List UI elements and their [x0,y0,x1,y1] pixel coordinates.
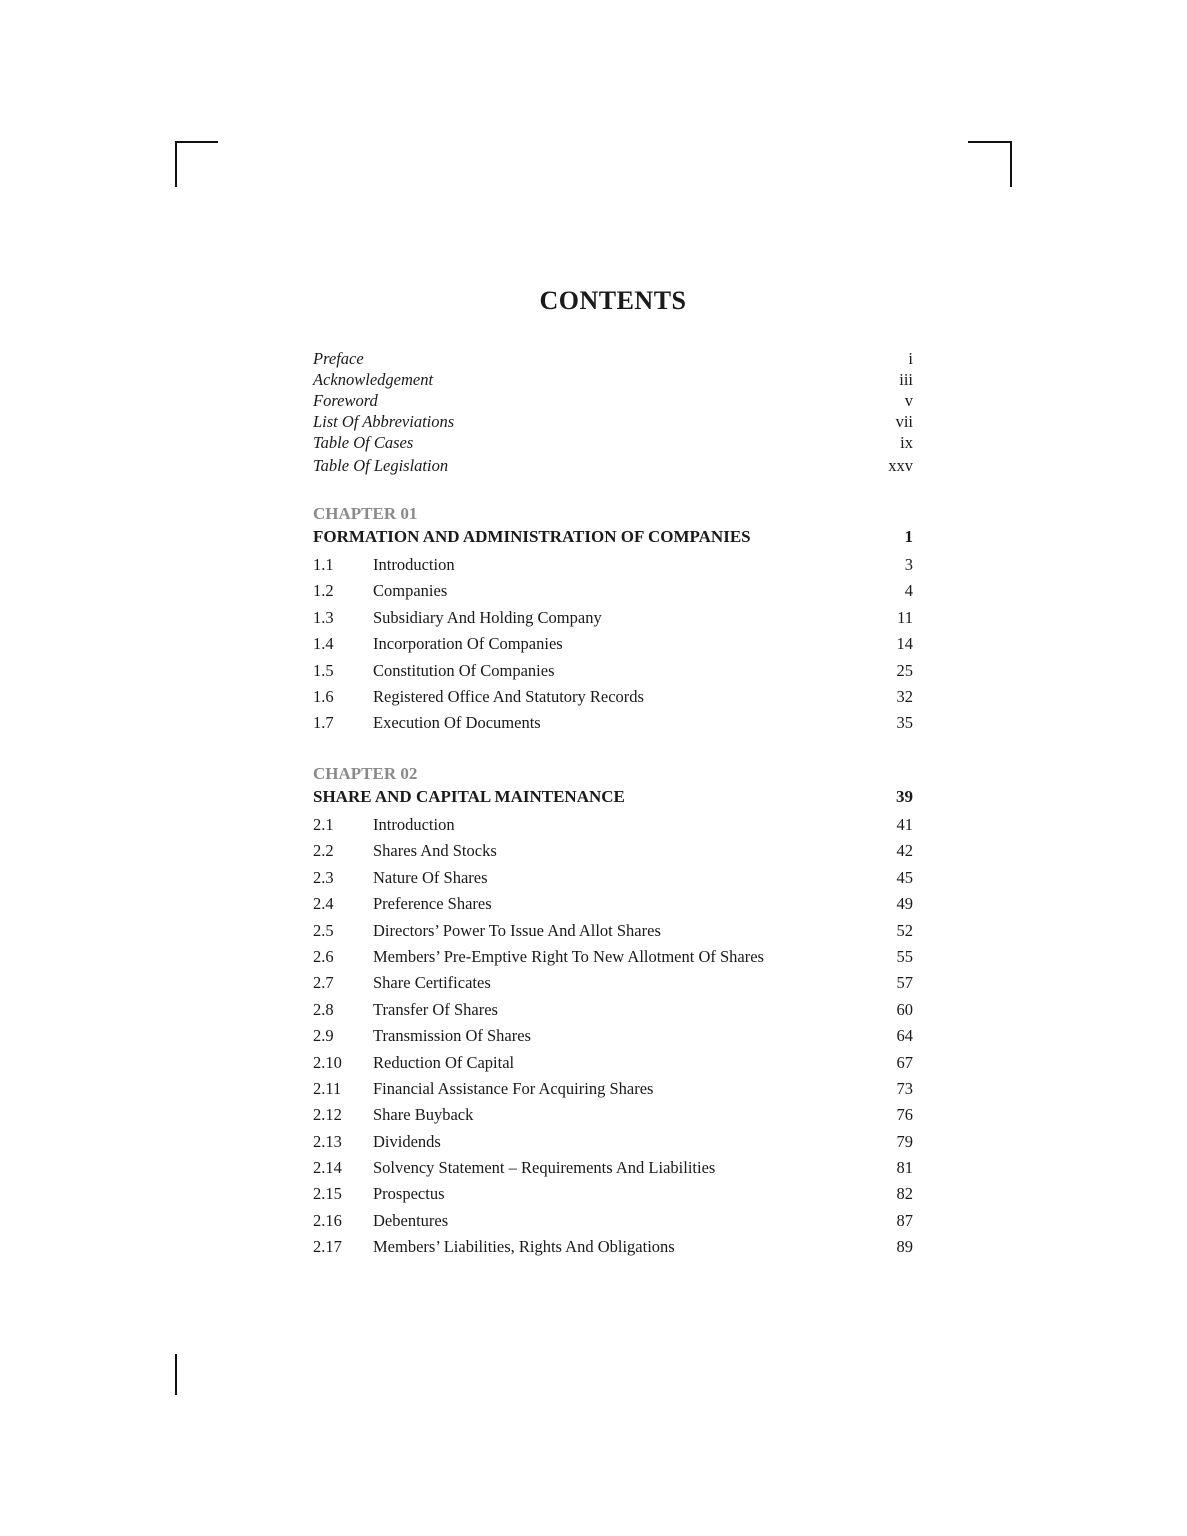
crop-mark-top-right-h [968,141,1012,143]
section-title: Financial Assistance For Acquiring Shares [373,1078,654,1098]
page-number: 4 [904,581,913,601]
section-number: 2.13 [313,1131,342,1151]
toc-entry[interactable] [313,838,913,864]
page-number: v [904,391,913,410]
section-title: Dividends [373,1131,441,1151]
page-number: 42 [896,841,913,861]
section-number: 2.14 [313,1158,342,1178]
section-number: 1.2 [313,581,334,601]
toc-entry[interactable] [313,1234,913,1260]
section-title: Share Buyback [373,1105,474,1125]
toc-entry[interactable] [313,658,913,684]
page-number: 55 [896,946,913,966]
page-number: 82 [896,1184,913,1204]
section-number: 2.4 [313,894,334,914]
section-number: 1.5 [313,660,334,680]
page-number: 64 [896,1026,913,1046]
toc-entry[interactable] [313,1208,913,1234]
section-number: 1.7 [313,713,334,733]
front-matter-label: Table Of Legislation [313,456,449,475]
toc-entry[interactable] [313,605,913,631]
section-number: 2.15 [313,1184,342,1204]
toc-entry[interactable] [313,552,913,578]
chapter-title: SHARE AND CAPITAL MAINTENANCE [313,787,625,806]
crop-mark-bottom-left-v [175,1354,177,1395]
section-title: Members’ Liabilities, Rights And Obligations [373,1237,675,1257]
toc-entry[interactable] [313,997,913,1023]
chapter-title-row[interactable] [313,525,913,549]
chapter-02 [313,763,913,1261]
page-number: 73 [896,1078,913,1098]
front-matter-label: Preface [313,349,364,368]
toc-entry[interactable] [313,891,913,917]
toc-entry[interactable] [313,944,913,970]
section-number: 2.5 [313,920,334,940]
front-matter-label: Table Of Cases [313,433,414,452]
page-number: 25 [896,660,913,680]
page-number: ix [900,433,913,452]
page-number: 45 [896,867,913,887]
section-title: Constitution Of Companies [373,660,555,680]
section-number: 2.9 [313,1026,334,1046]
section-title: Incorporation Of Companies [373,634,563,654]
section-number: 2.12 [313,1105,342,1125]
chapter-label: CHAPTER 01 [313,504,418,523]
page-title: CONTENTS [539,286,687,315]
section-number: 2.6 [313,946,334,966]
page-number: xxv [888,456,913,475]
page-number: 79 [896,1131,913,1151]
chapter-page: 1 [904,527,913,546]
page-number: 76 [896,1105,913,1125]
toc-entry[interactable] [313,1181,913,1207]
page-number: i [908,349,913,368]
section-title: Transmission Of Shares [373,1026,531,1046]
section-title: Introduction [373,815,455,834]
section-title: Share Certificates [373,973,491,993]
chapter-page: 39 [896,787,913,806]
section-title: Debentures [373,1210,449,1230]
page-number: vii [895,412,913,431]
toc-entry[interactable] [313,812,913,838]
section-title: Prospectus [373,1184,445,1204]
section-title: Companies [373,581,448,601]
toc-entry[interactable] [313,348,913,369]
page-number: 52 [896,920,913,940]
section-number: 1.1 [313,555,334,574]
section-number: 2.11 [313,1078,342,1098]
section-number: 2.16 [313,1210,342,1230]
section-title: Solvency Statement – Requirements And Liabilities [373,1158,716,1178]
crop-mark-top-left-v [175,141,177,187]
section-number: 2.10 [313,1052,342,1072]
section-title: Subsidiary And Holding Company [373,607,602,627]
section-number: 1.6 [313,686,334,706]
section-title: Reduction Of Capital [373,1052,515,1072]
toc-entry[interactable] [313,432,913,453]
section-title: Transfer Of Shares [373,999,498,1019]
section-title: Members’ Pre-Emptive Right To New Allotment Of Shares [373,946,764,966]
section-title: Nature Of Shares [373,867,488,887]
toc-entry[interactable] [313,970,913,996]
section-number: 2.8 [313,999,334,1019]
page-number: 67 [896,1052,913,1072]
page-number: 60 [896,999,913,1019]
section-number: 1.4 [313,634,334,654]
section-title: Registered Office And Statutory Records [373,686,644,706]
section-number: 2.17 [313,1237,342,1257]
chapter-title-row[interactable] [313,785,913,809]
section-title: Preference Shares [373,894,492,914]
crop-mark-top-left-h [175,141,218,143]
crop-mark-top-right-v [1010,141,1012,187]
toc-entry[interactable] [313,578,913,604]
page-number: 41 [896,815,913,834]
toc-entry[interactable] [313,455,913,476]
toc-entry[interactable] [313,865,913,891]
front-matter-label: Acknowledgement [313,370,434,389]
front-matter-list [313,348,913,476]
section-number: 2.1 [313,815,334,834]
section-title: Execution Of Documents [373,713,541,733]
toc-entry[interactable] [313,369,913,390]
toc-entry[interactable] [313,1023,913,1049]
section-title: Shares And Stocks [373,841,497,861]
section-number: 2.2 [313,841,334,861]
page-number: 11 [897,607,913,627]
toc-entry[interactable] [313,1129,913,1155]
page-number: 3 [904,555,913,574]
section-title: Introduction [373,555,455,574]
toc-entry[interactable] [313,918,913,944]
section-number: 1.3 [313,607,334,627]
section-title: Directors’ Power To Issue And Allot Shares [373,920,661,940]
section-number: 2.3 [313,867,334,887]
page-number: 57 [896,973,913,993]
toc-entry[interactable] [313,684,913,710]
front-matter-label: Foreword [313,391,378,410]
toc-entry[interactable] [313,1050,913,1076]
toc-entry[interactable] [313,710,913,736]
page-number: 32 [896,686,913,706]
page-number: 87 [896,1210,913,1230]
toc-entry[interactable] [313,1076,913,1102]
front-matter-label: List Of Abbreviations [313,412,455,431]
chapter-title: FORMATION AND ADMINISTRATION OF COMPANIES [313,527,751,546]
page-number: 35 [896,713,913,733]
page-number: 81 [896,1158,913,1178]
page-number: 89 [896,1237,913,1257]
chapter-label: CHAPTER 02 [313,764,418,783]
section-number: 2.7 [313,973,334,993]
toc-entry[interactable] [313,1155,913,1181]
page-number: 49 [896,894,913,914]
page-number: iii [899,370,913,389]
toc-entry[interactable] [313,1102,913,1128]
toc-entry[interactable] [313,390,913,411]
chapter-01 [313,503,913,737]
page-number: 14 [896,634,913,654]
toc-entry[interactable] [313,411,913,432]
toc-entry[interactable] [313,631,913,657]
